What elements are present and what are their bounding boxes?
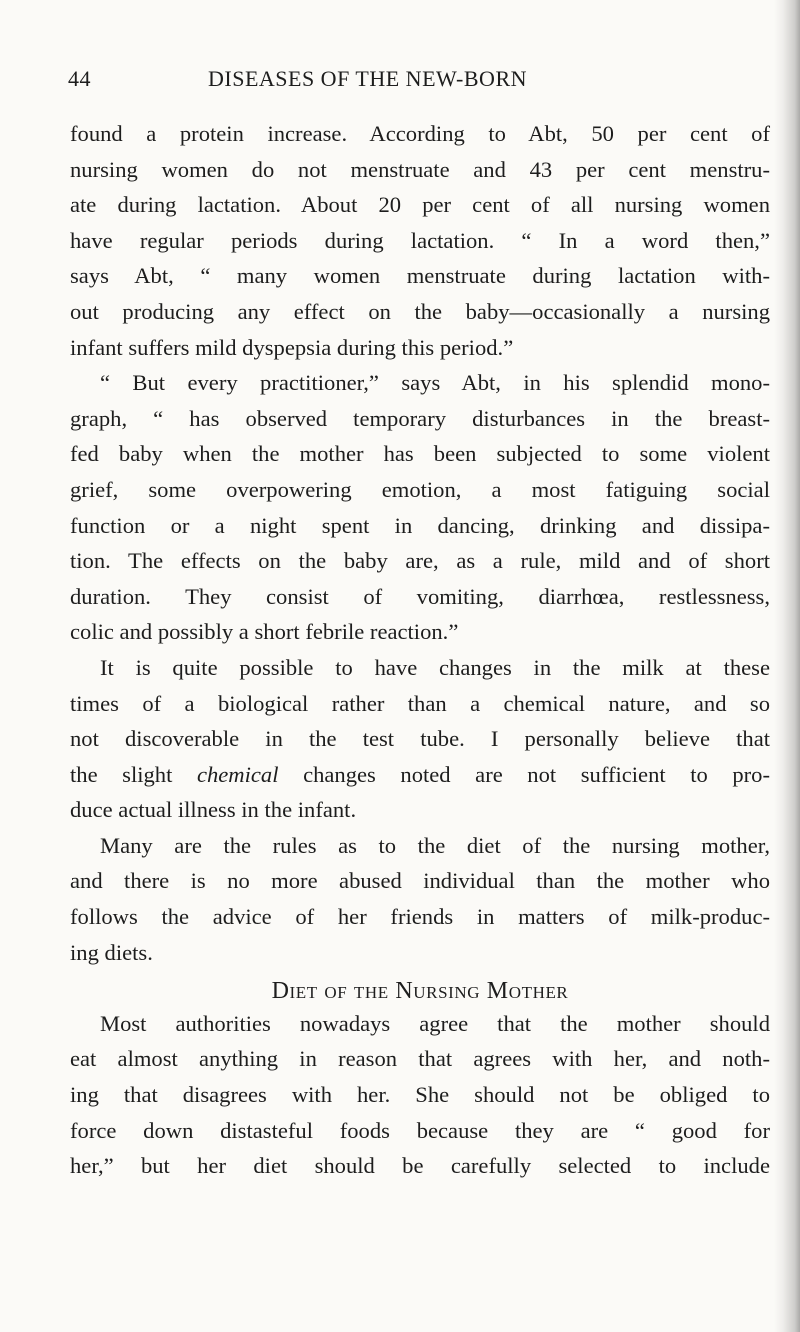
text-line: ing diets. bbox=[70, 939, 153, 965]
text-line: It is quite possible to have changes in the milk at these bbox=[100, 654, 770, 680]
text-line: follows the advice of her friends in matters of milk-produc- bbox=[70, 904, 770, 930]
text-segment: changes noted are not sufficient to pro- bbox=[278, 761, 770, 787]
text-line: nursing women do not menstruate and 43 per cent menstru- bbox=[70, 156, 770, 182]
text-line: and there is no more abused individual than the mother who bbox=[70, 868, 770, 894]
italic-word: chemical bbox=[196, 761, 279, 787]
text-line: times of a biological rather than a chemical nature, and so bbox=[70, 690, 770, 716]
text-line: out producing any effect on the baby—occasionally a nursing bbox=[70, 298, 770, 324]
text-line: fed baby when the mother has been subjected to some violent bbox=[70, 441, 770, 467]
text-line: grief, some overpowering emotion, a most fatiguing social bbox=[70, 476, 770, 502]
text-line-with-italic bbox=[70, 757, 770, 793]
text-line: “ But every practitioner,” says Abt, in his splendid mono- bbox=[100, 370, 770, 396]
text-line: function or a night spent in dancing, drinking and dissipa- bbox=[70, 512, 770, 538]
page-number: 44 bbox=[68, 66, 91, 91]
text-line: duce actual illness in the infant. bbox=[70, 797, 357, 823]
text-line: her,” but her diet should be carefully selected to include bbox=[70, 1153, 770, 1179]
running-title: DISEASES OF THE NEW-BORN bbox=[208, 66, 528, 91]
page-header bbox=[68, 66, 768, 100]
text-line: infant suffers mild dyspepsia during this period.” bbox=[70, 334, 514, 360]
section-heading: Diet of the Nursing Mother bbox=[271, 978, 569, 1005]
page-edge-shadow bbox=[774, 0, 800, 1332]
text-line: colic and possibly a short febrile reaction.” bbox=[70, 619, 459, 645]
text-line: eat almost anything in reason that agrees with her, and noth- bbox=[70, 1046, 770, 1072]
text-line: Many are the rules as to the diet of the nursing mother, bbox=[100, 832, 770, 858]
text-segment: the slight bbox=[70, 761, 197, 787]
body-text bbox=[70, 116, 770, 1184]
text-line: force down distasteful foods because they are “ good for bbox=[70, 1117, 770, 1143]
text-line: ing that disagrees with her. She should not be obliged to bbox=[70, 1082, 770, 1108]
text-line: tion. The effects on the baby are, as a rule, mild and of short bbox=[70, 548, 770, 574]
text-line: have regular periods during lactation. “ In a word then,” bbox=[70, 227, 770, 253]
text-line: says Abt, “ many women menstruate during lactation with- bbox=[70, 263, 770, 289]
text-line: Most authorities nowadays agree that the mother should bbox=[100, 1010, 770, 1036]
text-line: found a protein increase. According to Abt, 50 per cent of bbox=[70, 121, 770, 146]
text-line: duration. They consist of vomiting, diarrhœa, restlessness, bbox=[70, 583, 770, 609]
text-line: ate during lactation. About 20 per cent of all nursing women bbox=[70, 192, 770, 218]
text-line: not discoverable in the test tube. I personally believe that bbox=[70, 726, 770, 752]
text-line: graph, “ has observed temporary disturbances in the breast- bbox=[70, 405, 770, 431]
